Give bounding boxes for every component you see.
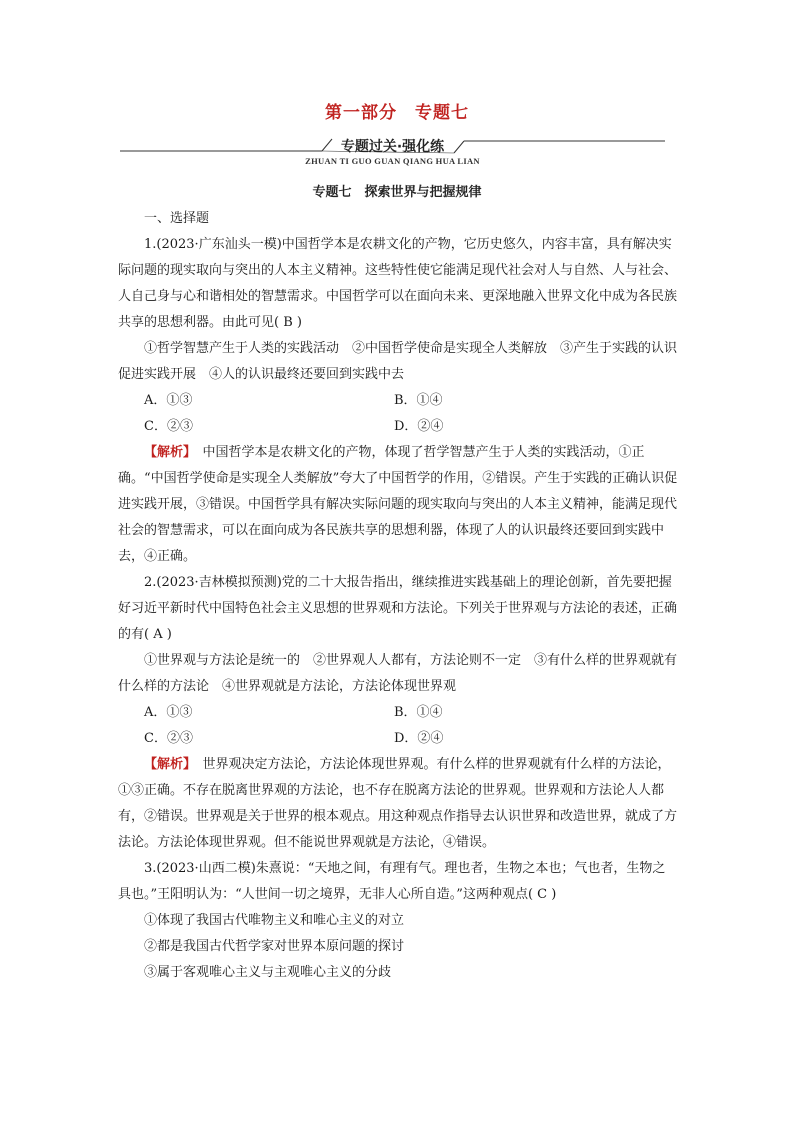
option-b: B．①④ — [394, 705, 443, 720]
section-banner — [120, 134, 665, 174]
analysis-text: 中国哲学本是农耕文化的产物，体现了哲学智慧产生于人类的实践活动，①正确。“中国哲学使命是实现全人类解放”夸大了中国哲学的作用，②错误。产生于实践的正确认识促进实践开展，③错误。中国哲学具有解决实际问题的现实取向与突出的人本主义精神，能满足现代社会的智慧需求，可以在面向成为各民族共享的思想利器，体现了人的认识最终还要回到实践中去，④正确。 — [118, 445, 678, 564]
question-2-options-row-1 — [118, 700, 678, 726]
question-2-statements: ①世界观与方法论是统一的 ②世界观人人都有，方法论则不一定 ③有什么样的世界观就有什么样的方法论 ④世界观就是方法论，方法论体现世界观 — [118, 653, 678, 694]
option-d: D．②④ — [394, 731, 444, 746]
option-a: A．①③ — [144, 705, 193, 720]
question-1-analysis — [118, 440, 678, 570]
question-2-stem: 2.(2023·吉林模拟预测)党的二十大报告指出，继续推进实践基础上的理论创新，首先要把握好习近平新时代中国特色社会主义思想的世界观和方法论。下列关于世界观与方法论的表述，正确的有( A ) — [118, 575, 678, 642]
option-c: C．②③ — [144, 731, 193, 746]
option-b: B．①④ — [394, 393, 443, 408]
question-3-statement-1: ①体现了我国古代唯物主义和唯心主义的对立 — [144, 913, 405, 928]
question-3-statement-2: ②都是我国古代哲学家对世界本原问题的探讨 — [144, 939, 405, 954]
analysis-text: 世界观决定方法论，方法论体现世界观。有什么样的世界观就有什么样的方法论，①③正确。不存在脱离世界观的方法论，也不存在脱离方法论的世界观。世界观和方法论人人都有，②错误。世界观是关于世界的根本观点。用这种观点作指导去认识世界和改造世界，就成了方法论。方法论体现世界观。但不能说世界观就是方法论，④错误。 — [118, 757, 678, 850]
question-2-options-row-2 — [118, 726, 678, 752]
question-1-stem: 1.(2023·广东汕头一模)中国哲学本是农耕文化的产物，它历史悠久，内容丰富，具有解决实际问题的现实取向与突出的人本主义精神。这些特性使它能满足现代社会对人与自然、人与社会、人自己身与心和谐相处的智慧需求。中国哲学可以在面向未来、更深地融入世界文化中成为各民族共享的思想利器。由此可见( B ) — [118, 237, 678, 330]
analysis-tag: 【解析】 — [144, 757, 190, 772]
question-1-options-row-1 — [118, 388, 678, 414]
part-title: 第一部分 专题七 — [325, 103, 469, 123]
banner-subtitle: ZHUAN TI GUO GUAN QIANG HUA LIAN — [305, 156, 480, 166]
question-3-stem: 3.(2023·山西二模)朱熹说：“天地之间，有理有气。理也者，生物之本也；气也者，生物之具也。”王阳明认为：“人世间一切之境界，无非人心所自造。”这两种观点( C ) — [118, 861, 666, 902]
option-c: C．②③ — [144, 419, 193, 434]
option-d: D．②④ — [394, 419, 444, 434]
question-1-statements: ①哲学智慧产生于人类的实践活动 ②中国哲学使命是实现全人类解放 ③产生于实践的认识促进实践开展 ④人的认识最终还要回到实践中去 — [118, 341, 678, 382]
section-label: 一、选择题 — [144, 211, 210, 226]
question-content — [118, 206, 678, 986]
question-3-statement-3: ③属于客观唯心主义与主观唯心主义的分歧 — [144, 965, 392, 980]
analysis-tag: 【解析】 — [144, 445, 190, 460]
question-2-analysis — [118, 752, 678, 856]
question-1-options-row-2 — [118, 414, 678, 440]
banner-title: 专题过关·强化练 — [340, 139, 445, 155]
option-a: A．①③ — [144, 393, 193, 408]
topic-title: 专题七 探索世界与把握规律 — [312, 185, 482, 200]
